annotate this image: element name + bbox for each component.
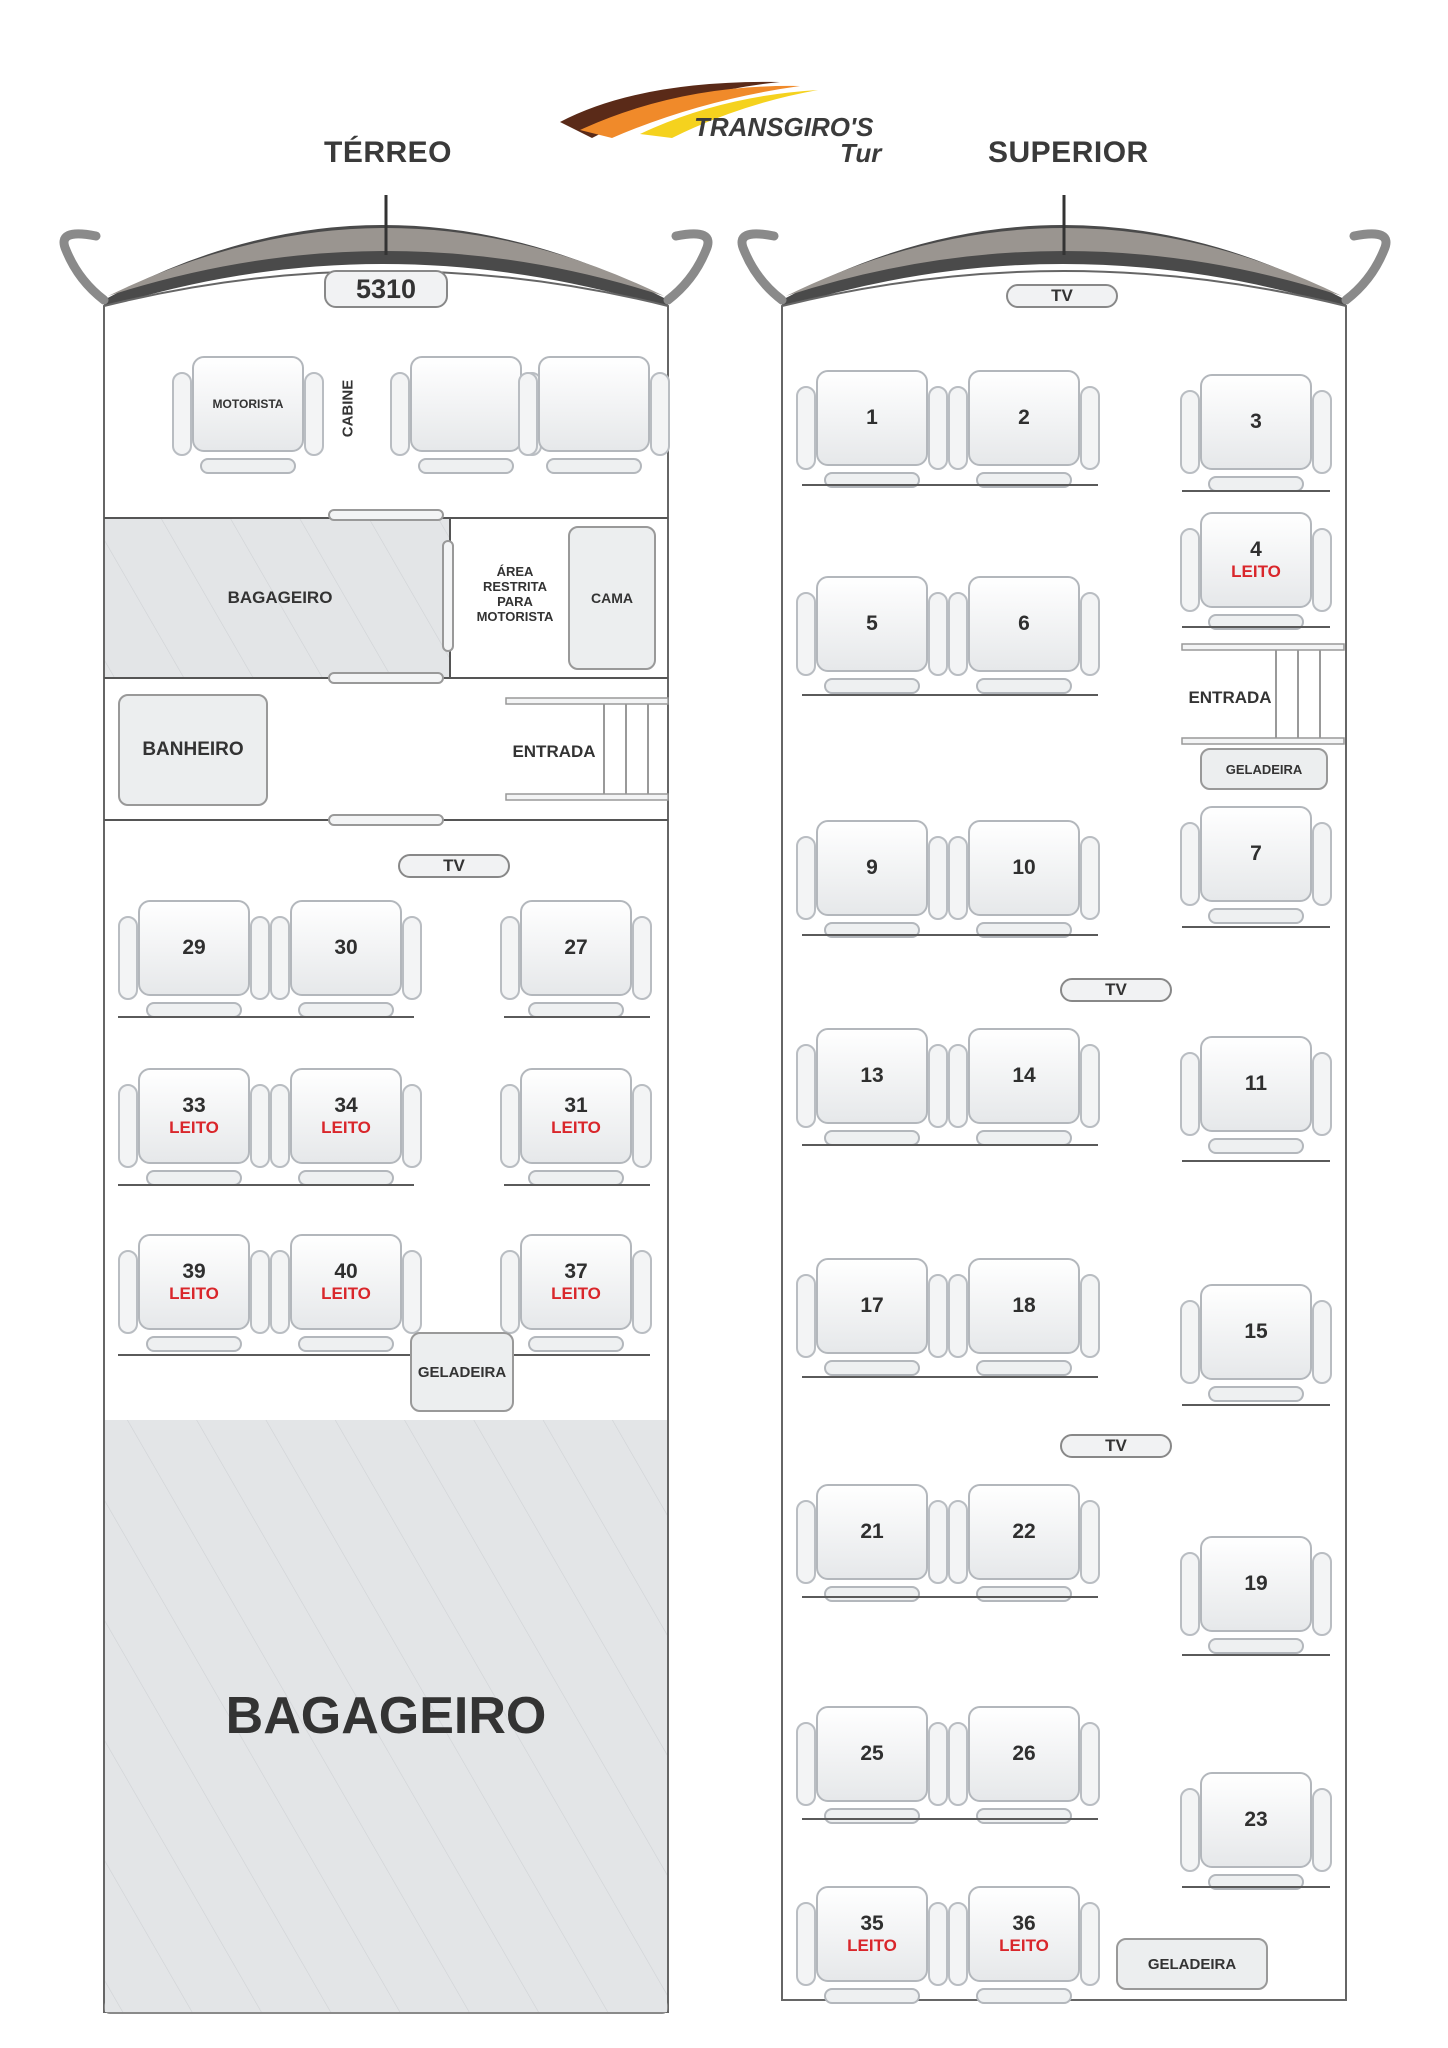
- seat-11[interactable]: 11: [1180, 1036, 1332, 1158]
- row-divider: [802, 1144, 1098, 1146]
- row-divider: [1182, 926, 1330, 928]
- row-divider: [802, 484, 1098, 486]
- row-divider: [802, 1376, 1098, 1378]
- logo-line2: Tur: [840, 138, 882, 168]
- row-divider: [802, 1596, 1098, 1598]
- bed: CAMA: [568, 526, 656, 670]
- upper-tv: TV: [1060, 978, 1172, 1002]
- lower-fridge: GELADEIRA: [410, 1332, 514, 1412]
- seat-21[interactable]: 21: [796, 1484, 948, 1606]
- row-divider: [1182, 626, 1330, 628]
- seat-10[interactable]: 10: [948, 820, 1100, 942]
- row-divider: [1182, 1654, 1330, 1656]
- lower-stairs: [504, 696, 670, 804]
- lower-tv: TV: [398, 854, 510, 878]
- seat-22[interactable]: 22: [948, 1484, 1100, 1606]
- lower-entrance-label: ENTRADA: [512, 742, 596, 761]
- restricted-area-label: ÁREA RESTRITA PARA MOTORISTA: [476, 564, 554, 624]
- seat-25[interactable]: 25: [796, 1706, 948, 1828]
- upper-tv: TV: [1006, 284, 1118, 308]
- seat-15[interactable]: 15: [1180, 1284, 1332, 1406]
- seat-1[interactable]: 1: [796, 370, 948, 492]
- row-divider: [118, 1016, 414, 1018]
- luggage-small-label: BAGAGEIRO: [227, 588, 333, 607]
- row-divider: [504, 1016, 650, 1018]
- seat-7[interactable]: 7: [1180, 806, 1332, 928]
- seat-5[interactable]: 5: [796, 576, 948, 698]
- upper-deck-title: SUPERIOR: [988, 136, 1149, 169]
- upper-fridge-rear: GELADEIRA: [1116, 1938, 1268, 1990]
- row-divider: [118, 1184, 414, 1186]
- seat-3[interactable]: 3: [1180, 374, 1332, 496]
- seat-37[interactable]: 37 LEITO: [500, 1234, 652, 1356]
- seat-29[interactable]: 29: [118, 900, 270, 1022]
- row-divider: [802, 934, 1098, 936]
- door-slot: [328, 509, 444, 521]
- seat-40[interactable]: 40 LEITO: [270, 1234, 422, 1356]
- row-divider: [1182, 1160, 1330, 1162]
- cabin-seat: [518, 356, 670, 478]
- seat-33[interactable]: 33 LEITO: [118, 1068, 270, 1190]
- row-divider: [118, 1354, 650, 1356]
- door-slot: [442, 540, 454, 652]
- upper-fridge-front: GELADEIRA: [1200, 748, 1328, 790]
- bathroom: BANHEIRO: [118, 694, 268, 806]
- row-divider: [1182, 1886, 1330, 1888]
- door-slot: [328, 814, 444, 826]
- driver-seat-label: MOTORISTA: [212, 397, 284, 411]
- seat-36[interactable]: 36 LEITO: [948, 1886, 1100, 2008]
- seat-31[interactable]: 31 LEITO: [500, 1068, 652, 1190]
- seat-26[interactable]: 26: [948, 1706, 1100, 1828]
- bus-number: 5310: [324, 270, 448, 308]
- driver-seat: [172, 356, 324, 478]
- upper-tv: TV: [1060, 1434, 1172, 1458]
- seat-27[interactable]: 27: [500, 900, 652, 1022]
- seat-4[interactable]: 4 LEITO: [1180, 512, 1332, 634]
- seat-18[interactable]: 18: [948, 1258, 1100, 1380]
- seat-2[interactable]: 2: [948, 370, 1100, 492]
- seat-35[interactable]: 35 LEITO: [796, 1886, 948, 2008]
- door-slot: [328, 672, 444, 684]
- seat-17[interactable]: 17: [796, 1258, 948, 1380]
- seat-13[interactable]: 13: [796, 1028, 948, 1150]
- seat-19[interactable]: 19: [1180, 1536, 1332, 1658]
- cabin-label: CABINE: [339, 379, 357, 438]
- row-divider: [802, 1818, 1098, 1820]
- logo-line1: TRANSGIRO'S: [694, 112, 874, 142]
- lower-deck-title: TÉRREO: [324, 136, 453, 169]
- luggage-large-label: BAGAGEIRO: [225, 1687, 547, 1745]
- seat-6[interactable]: 6: [948, 576, 1100, 698]
- seat-14[interactable]: 14: [948, 1028, 1100, 1150]
- row-divider: [1182, 1404, 1330, 1406]
- seat-23[interactable]: 23: [1180, 1772, 1332, 1894]
- upper-entrance-label: ENTRADA: [1188, 688, 1272, 707]
- seat-9[interactable]: 9: [796, 820, 948, 942]
- row-divider: [504, 1184, 650, 1186]
- row-divider: [802, 694, 1098, 696]
- seat-30[interactable]: 30: [270, 900, 422, 1022]
- seat-39[interactable]: 39 LEITO: [118, 1234, 270, 1356]
- row-divider: [1182, 490, 1330, 492]
- seat-34[interactable]: 34 LEITO: [270, 1068, 422, 1190]
